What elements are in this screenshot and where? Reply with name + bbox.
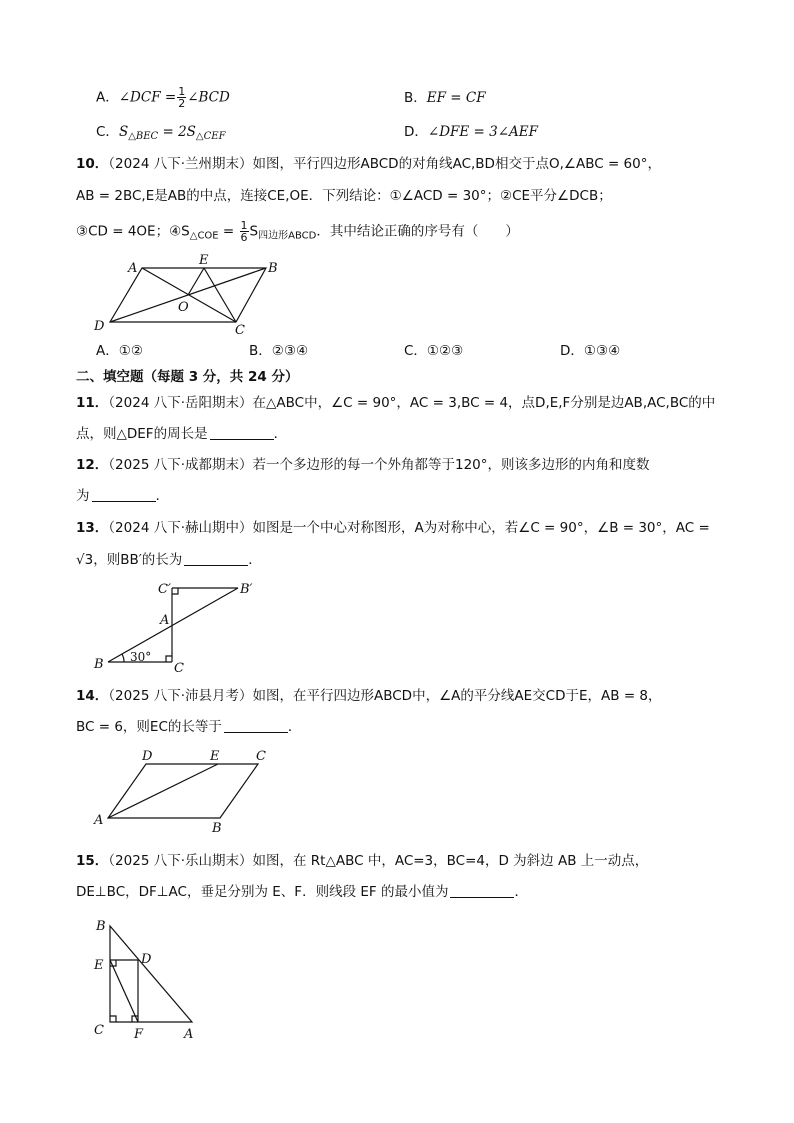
q14-label-e: E: [210, 749, 220, 764]
section-2-title: 二、填空题（每题 3 分，共 24 分）: [76, 369, 299, 385]
q14-line-2: BC = 6，则EC的长等于 ．: [76, 719, 302, 735]
q15-line-1: 15．（2025 八下·乐山期末）如图，在 Rt△ABC 中，AC=3，BC=4，D 为斜边 AB 上一动点，: [76, 853, 649, 869]
q15-answer-blank[interactable]: [450, 883, 514, 898]
q10-fraction: $\frac{1}{6}$: [240, 219, 248, 244]
q14-parallelogram: [108, 764, 258, 818]
q9-option-a-fraction: $\frac{1}{2}$: [178, 85, 186, 110]
q12-line-1: 12．（2025 八下·成都期末）若一个多边形的每一个外角都等于120°，则该多边形的内角和度数: [76, 457, 650, 473]
q15-right-triangle-figure: [90, 914, 210, 1044]
q13-label-c: C: [174, 661, 184, 676]
q14-answer-blank[interactable]: [224, 718, 288, 733]
q14-label-c: C: [256, 749, 266, 764]
q13-right-angle-c: [166, 656, 172, 662]
q11-line-1: 11．（2024 八下·岳阳期末）在△ABC中，∠C = 90°，AC = 3,BC = 4，点D,E,F分别是边AB,AC,BC的中: [76, 395, 716, 411]
q10-option-a: A．①②: [96, 343, 143, 359]
q14-line-1: 14．（2025 八下·沛县月考）如图，在平行四边形ABCD中，∠A的平分线AE交CD于E，AB = 8，: [76, 688, 662, 704]
q13-label-a: A: [160, 613, 170, 628]
q15-label-e: E: [94, 958, 104, 973]
q12-answer-blank[interactable]: [92, 487, 156, 502]
q15-triangle-abc: [110, 926, 192, 1022]
q10-line-2: AB = 2BC,E是AB的中点，连接CE,OE．下列结论：①∠ACD = 30°；②CE平分∠DCB；: [76, 188, 612, 204]
q10-option-b: B．②③④: [249, 343, 309, 359]
q13-label-b-prime: B′: [240, 582, 253, 597]
q10-option-d: D．①③④: [560, 343, 621, 359]
q13-label-angle: 30°: [130, 650, 152, 664]
q13-line-2: √3，则BB′的长为 ．: [76, 552, 262, 568]
q10-line-3: ③CD = 4OE；$④S_{\triangle COE}$ = $\frac{1}{6}$ $S_{四边形ABCD}$．其中结论正确的序号有（ ）: [76, 219, 519, 244]
q14-label-b: B: [212, 821, 222, 836]
q15-label-c: C: [94, 1023, 104, 1038]
q12-line-2: 为 .: [76, 488, 160, 504]
q9-option-c: C．$S_{\triangle BEC} = 2S_{\triangle CEF}$: [96, 124, 226, 142]
q10-option-c: C．①②③: [404, 343, 464, 359]
q9-option-d: D．∠DFE = 3∠AEF: [404, 124, 539, 140]
q13-right-angle-c-prime: [172, 588, 178, 594]
q13-label-b: B: [94, 657, 104, 672]
q10-segment-ce: [204, 268, 236, 322]
q10-segment-oe: [188, 268, 204, 295]
q13-answer-blank[interactable]: [184, 551, 248, 566]
q15-segment-ef: [110, 960, 138, 1022]
q15-line-2: DE⊥BC，DF⊥AC，垂足分别为 E、F．则线段 EF 的最小值为 ．: [76, 884, 528, 900]
q15-right-angle-c: [110, 1016, 116, 1022]
q11-line-2: 点，则△DEF的周长是 ．: [76, 426, 288, 442]
q14-label-d: D: [142, 749, 153, 764]
q10-label-o: O: [178, 300, 189, 315]
q10-label-b: B: [268, 261, 278, 276]
q15-label-d: D: [141, 952, 152, 967]
q13-line-1: 13．（2024 八下·赫山期中）如图是一个中心对称图形，A为对称中心，若∠C = 90°，∠B = 30°，AC =: [76, 520, 710, 536]
q10-label-a: A: [128, 261, 138, 276]
q15-label-a: A: [184, 1027, 194, 1042]
q11-answer-blank[interactable]: [210, 425, 274, 440]
q14-label-a: A: [94, 813, 104, 828]
q13-segment-bb-prime: [108, 588, 238, 662]
q9-option-a: A．∠DCF = $\frac{1}{2}$ ∠BCD: [96, 85, 230, 110]
q10-parallelogram-figure: [90, 250, 290, 340]
q13-angle-arc-b: [122, 654, 124, 662]
q15-label-b: B: [96, 919, 106, 934]
q14-parallelogram-figure: [90, 744, 290, 838]
q10-label-c: C: [235, 323, 245, 338]
q15-label-f: F: [134, 1027, 144, 1042]
q10-line-1: 10．（2024 八下·兰州期末）如图，平行四边形ABCD的对角线AC,BD相交于点O,∠ABC = 60°，: [76, 156, 661, 172]
q14-bisector-ae: [108, 764, 218, 818]
q13-central-symmetry-figure: [90, 576, 270, 676]
q10-label-e: E: [199, 253, 209, 268]
q9-option-b: B．EF = CF: [404, 90, 486, 106]
q10-label-d: D: [94, 319, 105, 334]
q13-label-c-prime: C′: [158, 582, 171, 597]
